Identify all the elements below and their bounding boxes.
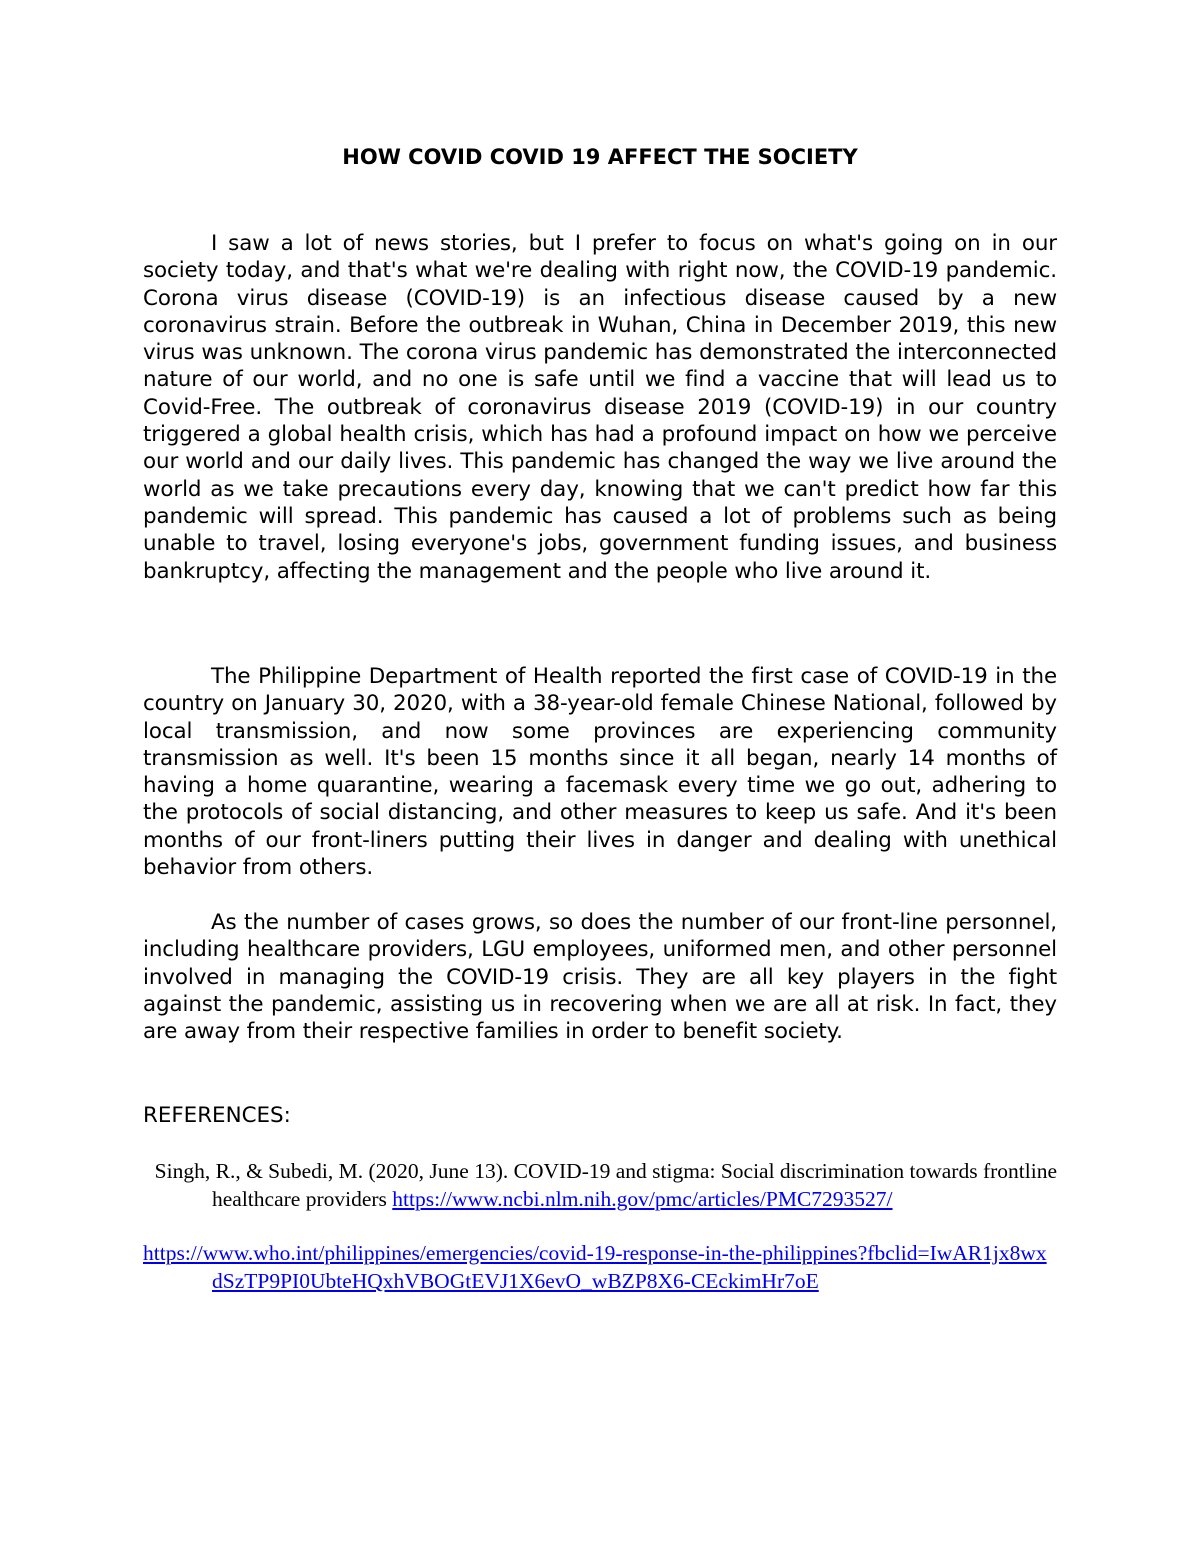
document-page — [143, 0, 1057, 1553]
reference-1-text: Singh, R., & Subedi, M. (2020, June 13). COVID-19 and stigma: Social discrimination towards frontline healthcare providers — [154, 1159, 1057, 1211]
reference-1 — [143, 1157, 1057, 1213]
paragraph-2: The Philippine Department of Health reported the first case of COVID-19 in the country on January 30, 2020, with a 38-year-old female Chinese National, followed by local transmission, and now some provinces are experiencing community transmission as well. It's been 15 months since it all began, nearly 14 months of having a home quarantine, wearing a facemask every time we go out, adhering to the protocols of social distancing, and other measures to keep us safe. And it's been months of our front-liners putting their lives in danger and dealing with unethical behavior from others. — [143, 664, 1057, 881]
document-title: HOW COVID COVID 19 AFFECT THE SOCIETY — [342, 145, 858, 169]
references-heading: REFERENCES: — [143, 1103, 291, 1128]
reference-1-link[interactable]: https://www.ncbi.nlm.nih.gov/pmc/articles/PMC7293527/ — [392, 1187, 893, 1211]
reference-2-link[interactable]: https://www.who.int/philippines/emergencies/covid-19-response-in-the-philippines?fbclid=IwAR1jx8wxdSzTP9PI0UbteHQxhVBOGtEVJ1X6evO_wBZP8X6-CEckimHr7oE — [143, 1241, 1047, 1293]
paragraph-1: I saw a lot of news stories, but I prefer to focus on what's going on in our society today, and that's what we're dealing with right now, the COVID-19 pandemic. Corona virus disease (COVID-19) is an infectious disease caused by a new coronavirus strain. Before the outbreak in Wuhan, China in December 2019, this new virus was unknown. The corona virus pandemic has demonstrated the interconnected nature of our world, and no one is safe until we find a vaccine that will lead us to Covid-Free. The outbreak of coronavirus disease 2019 (COVID-19) in our country triggered a global health crisis, which has had a profound impact on how we perceive our world and our daily lives. This pandemic has changed the way we live around the world as we take precautions every day, knowing that we can't predict how far this pandemic will spread. This pandemic has caused a lot of problems such as being unable to travel, losing everyone's jobs, government funding issues, and business bankruptcy, affecting the management and the people who live around it. — [143, 231, 1057, 584]
reference-2 — [143, 1239, 1057, 1295]
paragraph-3: As the number of cases grows, so does the number of our front-line personnel, including healthcare providers, LGU employees, uniformed men, and other personnel involved in managing the COVID-19 crisis. They are all key players in the fight against the pandemic, assisting us in recovering when we are all at risk. In fact, they are away from their respective families in order to benefit society. — [143, 910, 1057, 1045]
